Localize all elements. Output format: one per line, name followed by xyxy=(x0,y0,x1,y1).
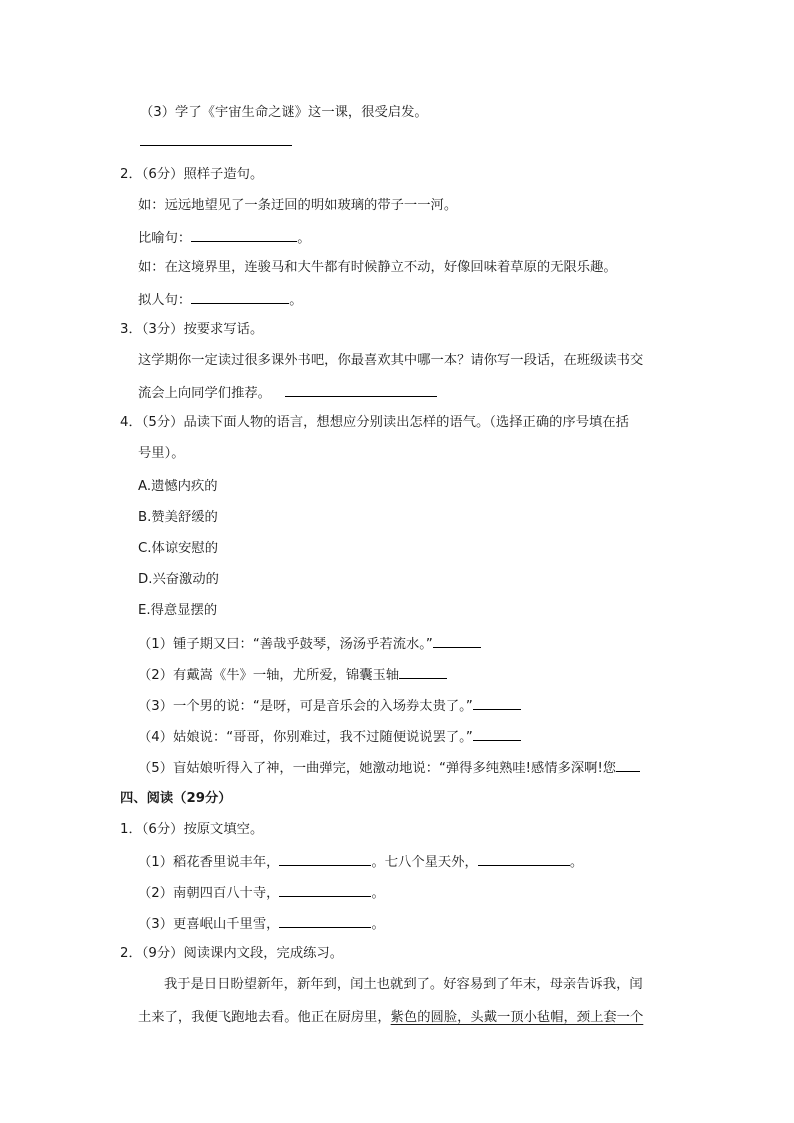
q3-sentence-3: （3）学了《宇宙生命之谜》这一课，很受启发。 xyxy=(140,105,428,120)
q4-item-3 xyxy=(138,696,521,716)
q2-example-2: 如：在这境界里，连骏马和大牛都有时候静立不动，好像回味着草原的无限乐趣。 xyxy=(138,260,617,275)
q3-answer-blank[interactable] xyxy=(140,132,292,152)
q4-item-2-blank[interactable] xyxy=(399,665,447,679)
poem-line-2b: 。 xyxy=(371,886,385,901)
passage-line-1: 我于是日日盼望新年，新年到，闰土也就到了。好容易到了年末，母亲告诉我，闰 xyxy=(164,977,643,992)
reading-q2-heading: 2．（9分）阅读课内文段，完成练习。 xyxy=(120,946,344,961)
q4-item-4 xyxy=(138,727,521,747)
option-d: D.兴奋激动的 xyxy=(138,572,219,587)
simile-label: 比喻句： xyxy=(138,231,192,246)
q4-item-5-text: （5）盲姑娘听得入了神，一曲弹完，她激动地说：“弹得多纯熟哇!感情多深啊!您 xyxy=(138,761,617,776)
personification-end: 。 xyxy=(289,293,303,308)
poem-blank-4[interactable] xyxy=(279,914,371,928)
q4-item-3-text: （3）一个男的说：“是呀，可是音乐会的入场券太贵了。” xyxy=(138,699,473,714)
q4-item-5-blank[interactable] xyxy=(616,758,640,772)
poem-line-2a: （2）南朝四百八十寺， xyxy=(138,886,280,901)
option-c: C.体谅安慰的 xyxy=(138,541,218,556)
q3-prompt-text: 流会上向同学们推荐。 xyxy=(138,386,271,401)
poem-line-3a: （3）更喜岷山千里雪， xyxy=(138,917,280,932)
poem-line-1c: 。 xyxy=(569,855,584,870)
poem-blank-2[interactable] xyxy=(478,852,570,866)
q3-write-blank[interactable] xyxy=(285,383,437,397)
poem-blank-3[interactable] xyxy=(279,883,371,897)
q3-heading: 3．（3分）按要求写话。 xyxy=(120,322,264,337)
poem-line-1b: 。七八个星天外， xyxy=(371,855,478,870)
q4-item-4-blank[interactable] xyxy=(473,727,521,741)
poem-blank-1[interactable] xyxy=(279,852,371,866)
q4-item-2 xyxy=(138,665,447,685)
q4-item-5 xyxy=(138,758,640,778)
option-e: E.得意显摆的 xyxy=(138,603,218,618)
q2-heading: 2．（6分）照样子造句。 xyxy=(120,167,264,182)
q4-item-1-text: （1）锺子期又曰：“善哉乎鼓琴，汤汤乎若流水。” xyxy=(138,637,433,652)
personification-blank[interactable] xyxy=(191,290,289,304)
q4-heading-line-1: 4．（5分）品读下面人物的语言，想想应分别读出怎样的语气。（选择正确的序号填在括 xyxy=(120,415,629,430)
reading-q1-heading: 1．（6分）按原文填空。 xyxy=(120,822,264,837)
q2-personification-line xyxy=(138,290,302,310)
option-b: B.赞美舒缓的 xyxy=(138,510,218,525)
q4-item-3-blank[interactable] xyxy=(473,696,521,710)
q4-item-2-text: （2）有戴嵩《牛》一轴，尤所爱，锦囊玉轴 xyxy=(138,668,400,683)
reading-q1-item-3 xyxy=(138,914,385,934)
section-4-heading: 四、阅读（29分） xyxy=(120,791,232,806)
q3-prompt-line-2 xyxy=(138,383,437,403)
poem-line-3b: 。 xyxy=(371,917,385,932)
simile-end: 。 xyxy=(297,231,311,246)
q3-prompt-line-1: 这学期你一定读过很多课外书吧，你最喜欢其中哪一本？请你写一段话，在班级读书交 xyxy=(138,353,644,368)
passage-line-2a: 土来了，我便飞跑地去看。他正在厨房里， xyxy=(138,1010,391,1025)
passage-underlined-text: 紫色的圆脸，头戴一顶小毡帽，颈上套一个 xyxy=(390,1010,644,1025)
q2-simile-line xyxy=(138,228,310,248)
poem-line-1a: （1）稻花香里说丰年， xyxy=(138,855,280,870)
passage-line-2 xyxy=(138,1009,643,1027)
reading-q1-item-2 xyxy=(138,883,385,903)
q4-item-4-text: （4）姑娘说：“哥哥，你别难过，我不过随便说说罢了。” xyxy=(138,730,473,745)
q2-example-1: 如：远远地望见了一条迂回的明如玻璃的带子一一河。 xyxy=(138,198,458,213)
personification-label: 拟人句： xyxy=(138,293,192,308)
q4-item-1-blank[interactable] xyxy=(433,634,481,648)
q4-item-1 xyxy=(138,634,481,654)
q4-heading-line-2: 号里）。 xyxy=(138,446,185,461)
simile-blank[interactable] xyxy=(191,228,297,242)
option-a: A.遗憾内疚的 xyxy=(138,479,218,494)
reading-q1-item-1 xyxy=(138,852,583,872)
